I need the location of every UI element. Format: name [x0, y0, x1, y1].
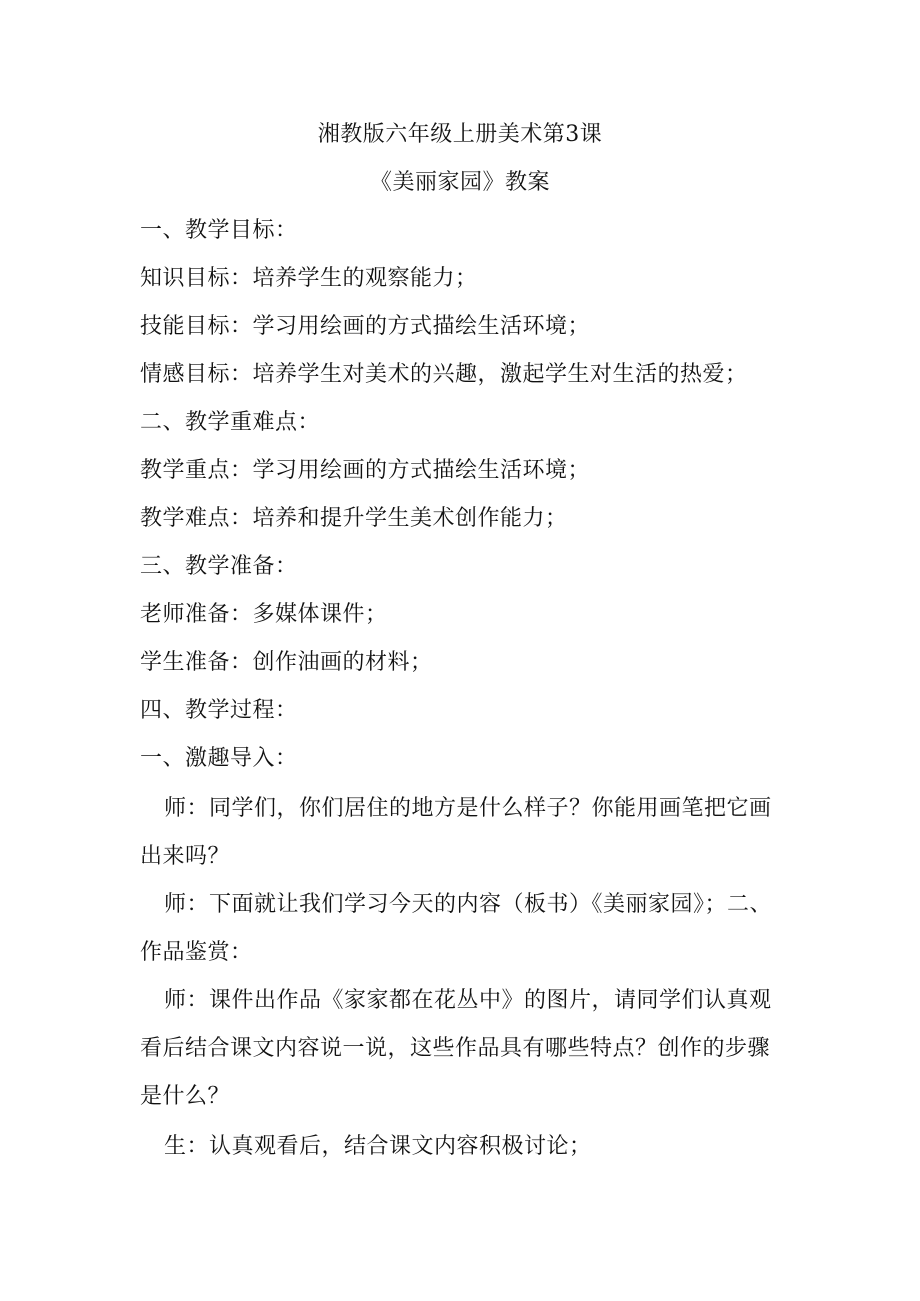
paragraph-line: 是什么？ — [140, 1084, 231, 1109]
section-heading: 四、教学过程： — [140, 698, 298, 723]
text-line: 知识目标：培养学生的观察能力； — [140, 266, 478, 291]
text-line: 技能目标：学习用绘画的方式描绘生活环境； — [140, 314, 591, 339]
document-title: 湘教版六年级上册美术第3课 — [317, 122, 603, 147]
section-heading: 一、教学目标： — [140, 218, 298, 243]
paragraph-first-line: 师：同学们，你们居住的地方是什么样子？你能用画笔把它画 — [164, 796, 772, 821]
section-heading: 二、教学重难点： — [140, 410, 321, 435]
paragraph-first-line: 师：下面就让我们学习今天的内容（板书）《美丽家园》；二、 — [164, 892, 773, 917]
section-heading: 三、教学准备： — [140, 554, 298, 579]
paragraph-first-line: 生：认真观看后，结合课文内容积极讨论； — [164, 1134, 592, 1159]
paragraph-line: 作品鉴赏： — [140, 940, 253, 965]
paragraph-line: 看后结合课文内容说一说，这些作品具有哪些特点？创作的步骤 — [140, 1036, 771, 1061]
text-line: 教学重点：学习用绘画的方式描绘生活环境； — [140, 458, 591, 483]
text-line: 学生准备：创作油画的材料； — [140, 650, 433, 675]
section-heading: 一、激趣导入： — [140, 746, 298, 771]
text-line: 老师准备：多媒体课件； — [140, 602, 388, 627]
text-line: 教学难点：培养和提升学生美术创作能力； — [140, 506, 568, 531]
text-line: 情感目标：培养学生对美术的兴趣，激起学生对生活的热爱； — [140, 362, 748, 387]
paragraph-line: 出来吗？ — [140, 844, 231, 869]
document-subtitle: 《美丽家园》教案 — [369, 170, 550, 195]
paragraph-first-line: 师：课件出作品《家家都在花丛中》的图片，请同学们认真观 — [164, 988, 772, 1013]
